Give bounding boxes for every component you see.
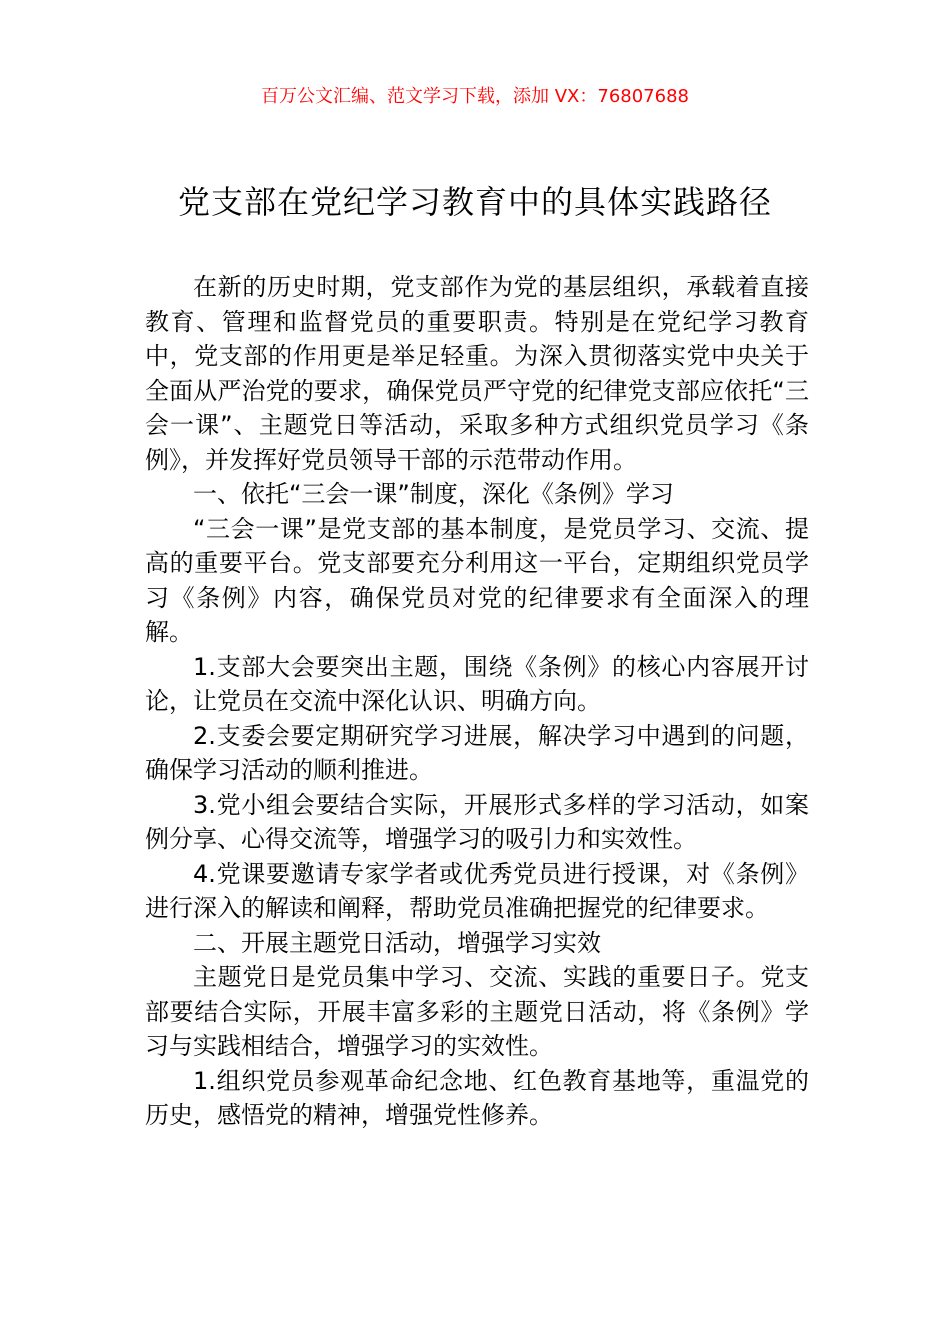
section-2-paragraph: 主题党日是党员集中学习、交流、实践的重要日子。党支部要结合实际，开展丰富多彩的主题党日活动，将《条例》学习与实践相结合，增强学习的实效性。 — [145, 963, 809, 1060]
page-title: 党支部在党纪学习教育中的具体实践路径 — [177, 183, 772, 221]
promo-banner: 百万公文汇编、范文学习下载，添加 VX：76807688 — [261, 86, 689, 107]
document-body — [145, 270, 809, 1133]
intro-paragraph: 在新的历史时期，党支部作为党的基层组织，承载着直接教育、管理和监督党员的重要职责。特别是在党纪学习教育中，党支部的作用更是举足轻重。为深入贯彻落实党中央关于全面从严治党的要求，确保党员严守党的纪律党支部应依托“三会一课”、主题党日等活动，采取多种方式组织党员学习《条例》，并发挥好党员领导干部的示范带动作用。 — [145, 273, 809, 474]
section-1-item-3: 3.党小组会要结合实际，开展形式多样的学习活动，如案例分享、心得交流等，增强学习的吸引力和实效性。 — [145, 790, 809, 853]
section-2-item-1: 1.组织党员参观革命纪念地、红色教育基地等，重温党的历史，感悟党的精神，增强党性修养。 — [145, 1066, 809, 1129]
section-1-item-4: 4.党课要邀请专家学者或优秀党员进行授课，对《条例》进行深入的解读和阐释，帮助党员准确把握党的纪律要求。 — [145, 859, 809, 922]
section-1-paragraph: “三会一课”是党支部的基本制度，是党员学习、交流、提高的重要平台。党支部要充分利用这一平台，定期组织党员学习《条例》内容，确保党员对党的纪律要求有全面深入的理解。 — [145, 514, 809, 646]
section-heading-2: 二、开展主题党日活动，增强学习实效 — [193, 928, 601, 957]
section-1-item-1: 1.支部大会要突出主题，围绕《条例》的核心内容展开讨论，让党员在交流中深化认识、明确方向。 — [145, 652, 809, 715]
section-heading-1: 一、依托“三会一课”制度，深化《条例》学习 — [193, 480, 674, 508]
section-1-item-2: 2.支委会要定期研究学习进展，解决学习中遇到的问题，确保学习活动的顺利推进。 — [145, 721, 809, 784]
